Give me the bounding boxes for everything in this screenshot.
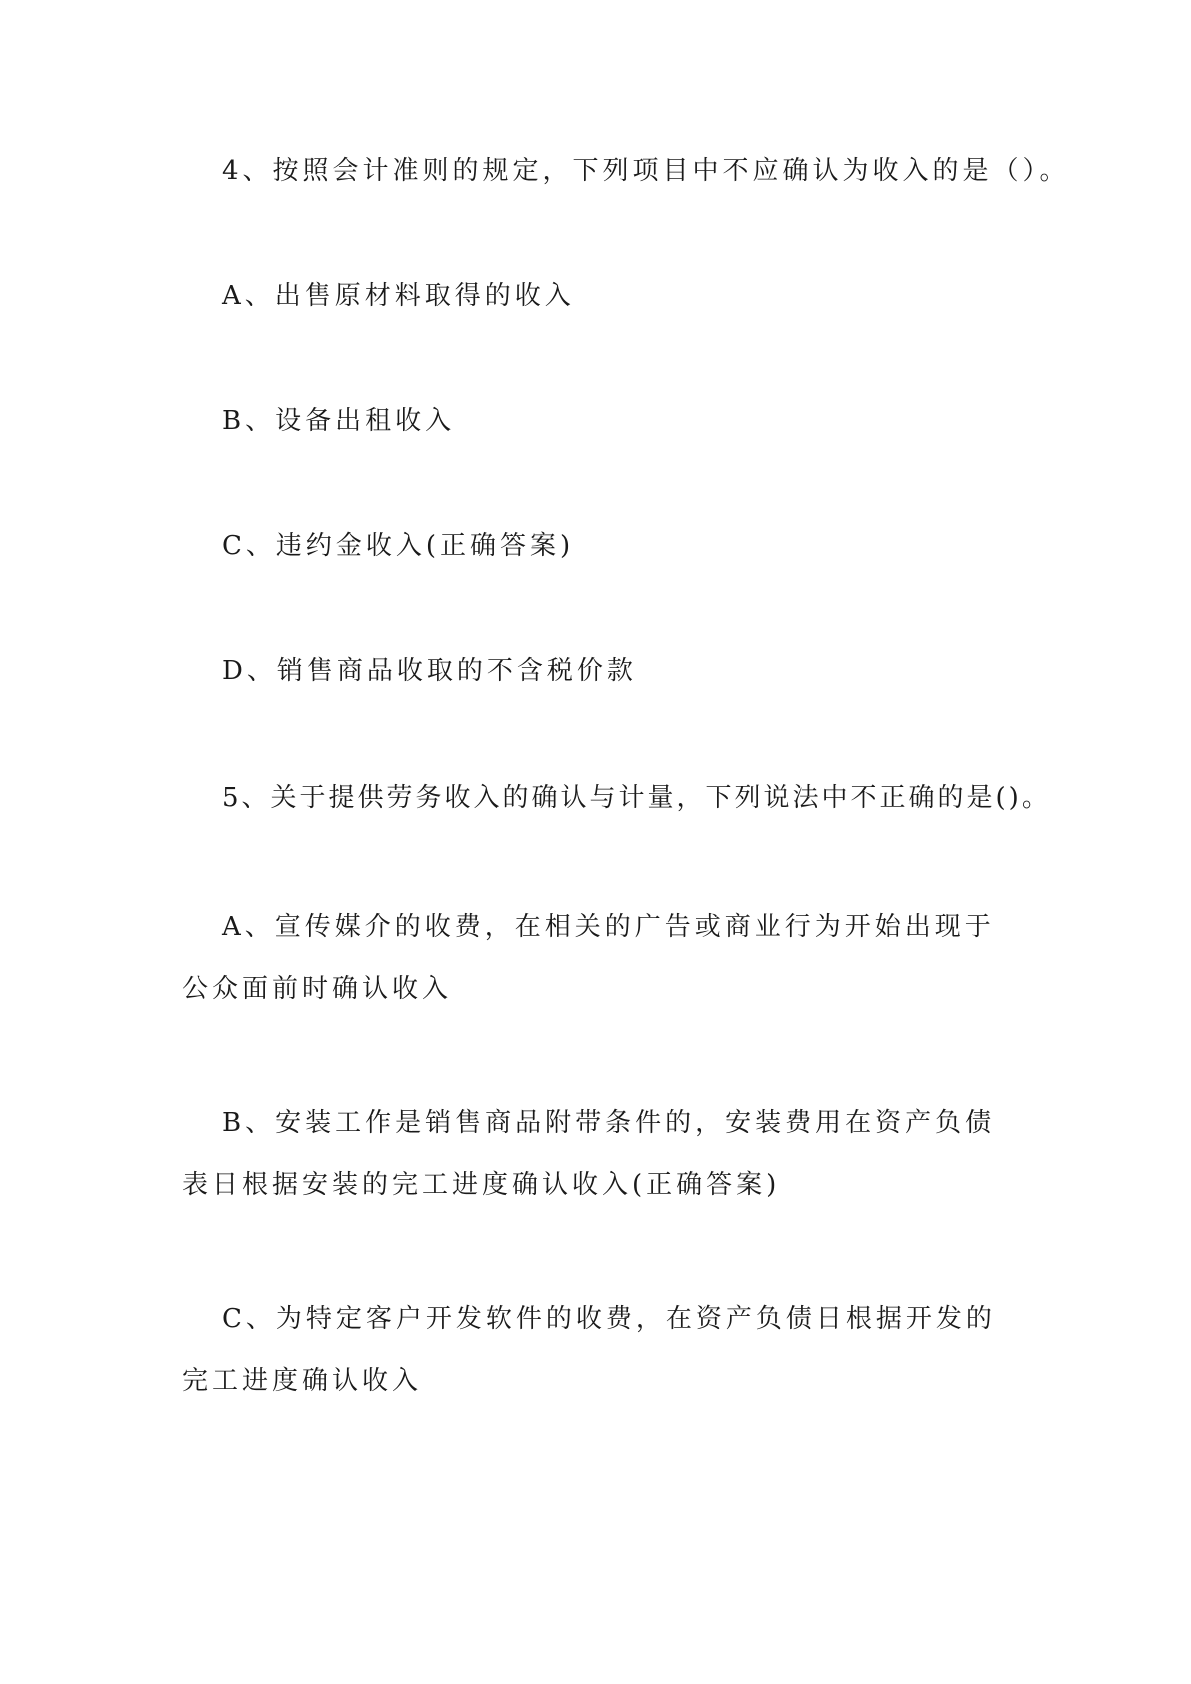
question-4-option-b: B、设备出租收入 (222, 406, 456, 436)
question-4-option-c: C、违约金收入(正确答案) (222, 531, 575, 561)
question-4-option-a: A、出售原材料取得的收入 (222, 281, 575, 311)
question-5-stem: 5、关于提供劳务收入的确认与计量，下列说法中不正确的是()。 (222, 783, 1051, 813)
question-5-option-c: C、为特定客户开发软件的收费，在资产负债日根据开发的完工进度确认收入 (182, 1304, 996, 1396)
question-4-option-d: D、销售商品收取的不含税价款 (222, 656, 637, 686)
question-4-stem: 4、按照会计准则的规定，下列项目中不应确认为收入的是（）。 (222, 156, 1070, 186)
question-5-option-a: A、宣传媒介的收费，在相关的广告或商业行为开始出现于公众面前时确认收入 (182, 912, 995, 1004)
question-5-option-b: B、安装工作是销售商品附带条件的，安装费用在资产负债表日根据安装的完工进度确认收入(正确答案) (182, 1108, 996, 1200)
